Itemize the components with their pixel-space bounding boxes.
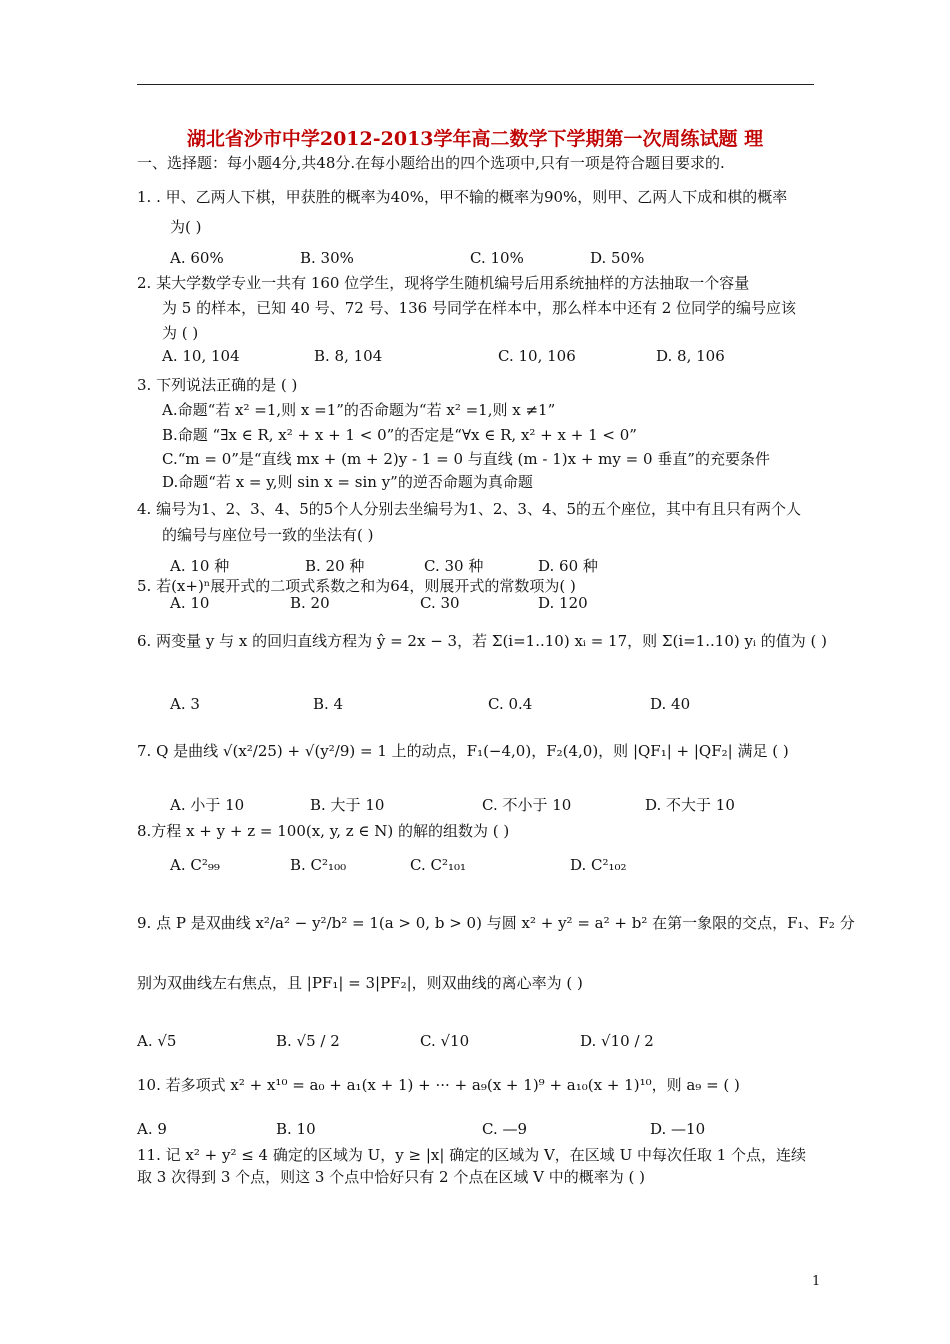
q2-option-b: B. 8, 104	[314, 347, 383, 365]
q9-option-a: A. √5	[137, 1032, 177, 1050]
q8-option-b: B. C²₁₀₀	[290, 856, 347, 874]
q2-stem-cont: 为 5 的样本，已知 40 号、72 号、136 号同学在样本中，那么样本中还有 2 位同学的编号应该	[162, 299, 797, 317]
q5-stem: 5. 若(x+)ⁿ展开式的二项式系数之和为64，则展开式的常数项为( )	[137, 577, 576, 595]
q2-option-a: A. 10, 104	[162, 347, 240, 365]
q11-stem-cont: 取 3 次得到 3 个点，则这 3 个点中恰好只有 2 个点在区域 V 中的概率为 ( )	[137, 1168, 645, 1186]
q3-option-c: C.“m = 0”是“直线 mx + (m + 2)y - 1 = 0 与直线 (m - 1)x + my = 0 垂直”的充要条件	[162, 450, 770, 468]
q2-stem-cont2: 为 ( )	[162, 324, 199, 342]
q1-option-c: C. 10%	[470, 249, 524, 267]
q6-option-d: D. 40	[650, 695, 691, 713]
q9-stem: 9. 点 P 是双曲线 x²/a² − y²/b² = 1(a > 0, b > 0) 与圆 x² + y² = a² + b² 在第一象限的交点，F₁、F₂ 分	[137, 914, 855, 932]
q9-option-b: B. √5 / 2	[276, 1032, 340, 1050]
q4-option-d: D. 60 种	[538, 557, 598, 575]
q4-option-b: B. 20 种	[305, 557, 365, 575]
q9-stem-cont: 别为双曲线左右焦点，且 |PF₁| = 3|PF₂|，则双曲线的离心率为 ( )	[137, 974, 583, 992]
q10-option-d: D. —10	[650, 1120, 706, 1138]
q10-option-a: A. 9	[137, 1120, 167, 1138]
q11-stem: 11. 记 x² + y² ≤ 4 确定的区域为 U，y ≥ |x| 确定的区域为 V，在区域 U 中每次任取 1 个点，连续	[137, 1146, 807, 1164]
q3-option-b: B.命题 “∃x ∈ R, x² + x + 1 < 0”的否定是“∀x ∈ R, x² + x + 1 < 0”	[162, 426, 637, 444]
q8-option-a: A. C²₉₉	[170, 856, 220, 874]
q5-option-d: D. 120	[538, 594, 588, 612]
q10-option-b: B. 10	[276, 1120, 316, 1138]
q7-option-a: A. 小于 10	[170, 796, 245, 814]
page-number: 1	[812, 1274, 821, 1289]
q3-stem: 3. 下列说法正确的是 ( )	[137, 376, 298, 394]
q1-option-a: A. 60%	[170, 249, 224, 267]
q10-option-c: C. —9	[482, 1120, 528, 1138]
q5-option-b: B. 20	[290, 594, 330, 612]
q7-stem: 7. Q 是曲线 √(x²/25) + √(y²/9) = 1 上的动点，F₁(−4,0)，F₂(4,0)，则 |QF₁| + |QF₂| 满足 ( )	[137, 742, 789, 760]
q2-option-c: C. 10, 106	[498, 347, 576, 365]
q4-option-a: A. 10 种	[170, 557, 230, 575]
page-title: 湖北省沙市中学2012-2013学年高二数学下学期第一次周练试题 理	[186, 128, 764, 150]
q3-option-d: D.命题“若 x = y,则 sin x = sin y”的逆否命题为真命题	[162, 473, 533, 491]
q5-option-c: C. 30	[420, 594, 460, 612]
q8-stem: 8.方程 x + y + z = 100(x, y, z ∈ N) 的解的组数为 ( )	[137, 822, 510, 840]
q1-option-b: B. 30%	[300, 249, 354, 267]
q3-option-a: A.命题“若 x² =1,则 x =1”的否命题为“若 x² =1,则 x ≠1”	[162, 401, 556, 419]
q5-option-a: A. 10	[170, 594, 210, 612]
q4-stem-cont: 的编号与座位号一致的坐法有( )	[162, 526, 374, 544]
q1-option-d: D. 50%	[590, 249, 645, 267]
q2-stem: 2. 某大学数学专业一共有 160 位学生，现将学生随机编号后用系统抽样的方法抽取一个容量	[137, 274, 750, 292]
q4-option-c: C. 30 种	[424, 557, 484, 575]
q10-stem: 10. 若多项式 x² + x¹⁰ = a₀ + a₁(x + 1) + ··· + a₉(x + 1)⁹ + a₁₀(x + 1)¹⁰，则 a₉ = ( )	[137, 1076, 740, 1094]
q8-option-d: D. C²₁₀₂	[570, 856, 627, 874]
q8-option-c: C. C²₁₀₁	[410, 856, 467, 874]
header-rule	[137, 84, 814, 85]
q4-stem: 4. 编号为1、2、3、4、5的5个人分别去坐编号为1、2、3、4、5的五个座位，其中有且只有两个人	[137, 500, 802, 518]
q7-option-c: C. 不小于 10	[482, 796, 572, 814]
q1-stem: 1. . 甲、乙两人下棋，甲获胜的概率为40%，甲不输的概率为90%，则甲、乙两人下成和棋的概率	[137, 188, 788, 206]
q6-option-c: C. 0.4	[488, 695, 533, 713]
q9-option-d: D. √10 / 2	[580, 1032, 654, 1050]
q9-option-c: C. √10	[420, 1032, 470, 1050]
q6-stem: 6. 两变量 y 与 x 的回归直线方程为 ŷ = 2x − 3，若 Σ(i=1..10) xᵢ = 17，则 Σ(i=1..10) yᵢ 的值为 ( )	[137, 632, 828, 650]
q6-option-a: A. 3	[170, 695, 200, 713]
q6-option-b: B. 4	[313, 695, 344, 713]
q2-option-d: D. 8, 106	[656, 347, 725, 365]
q7-option-d: D. 不大于 10	[645, 796, 735, 814]
q7-option-b: B. 大于 10	[310, 796, 385, 814]
q1-stem-cont: 为( )	[170, 218, 202, 236]
section-heading: 一、选择题：每小题4分,共48分.在每小题给出的四个选项中,只有一项是符合题目要求的.	[137, 154, 725, 172]
